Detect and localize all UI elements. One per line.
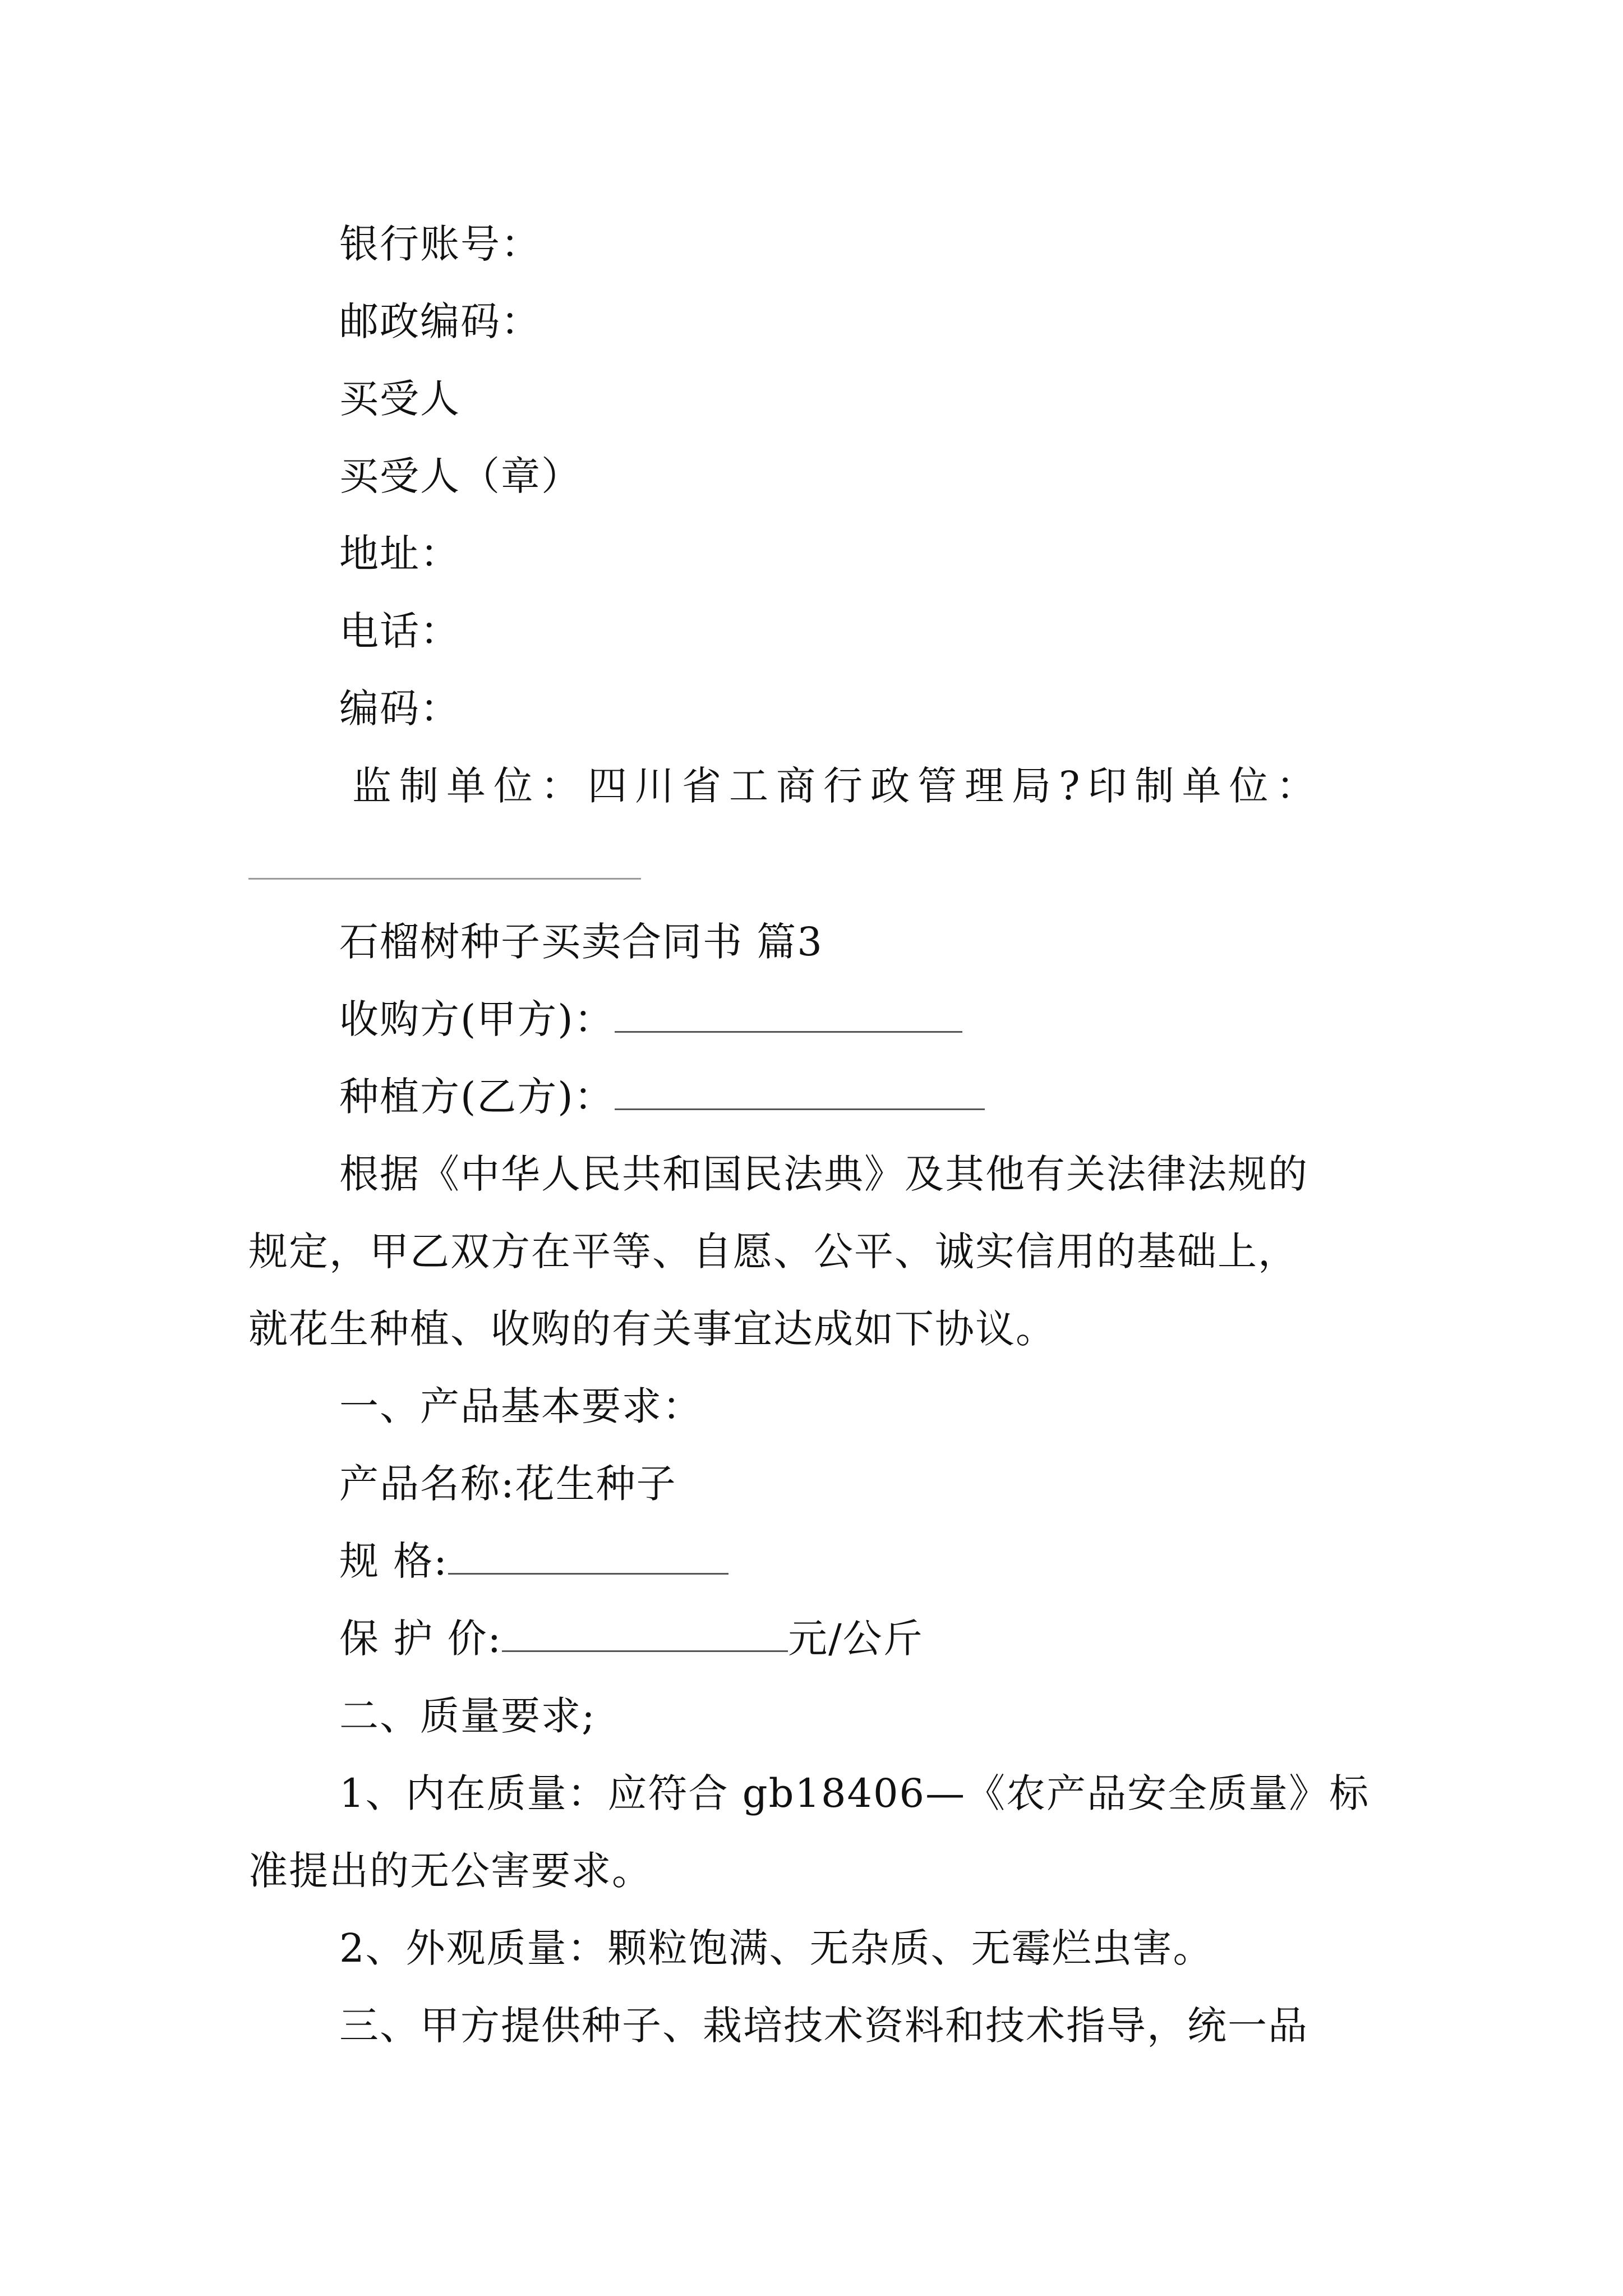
spec-label: 规 格: xyxy=(339,1538,448,1584)
postal-code-label: 邮政编码： xyxy=(339,298,541,344)
buyer-party-blank xyxy=(615,995,962,1033)
buyer-party-line xyxy=(339,994,962,1045)
price-unit: 元/公斤 xyxy=(788,1616,924,1662)
phone-label: 电话： xyxy=(339,608,460,654)
price-blank xyxy=(502,1614,788,1652)
section-2-heading: 二、质量要求; xyxy=(339,1693,596,1739)
grower-party-line xyxy=(339,1071,985,1122)
supervisor-line: 监制单位：四川省工商行政管理局?印制单位： xyxy=(352,763,1324,809)
bank-account-label: 银行账号： xyxy=(339,221,541,267)
grower-party-label: 种植方(乙方)： xyxy=(339,1074,615,1120)
paragraph-1-line-1: 根据《中华人民共和国民法典》及其他有关法律法规的 xyxy=(339,1151,1308,1197)
product-name-line: 产品名称:花生种子 xyxy=(339,1461,677,1507)
section-1-heading: 一、产品基本要求： xyxy=(339,1383,703,1429)
price-label: 保 护 价: xyxy=(339,1616,502,1662)
paragraph-1-line-2: 规定，甲乙双方在平等、自愿、公平、诚实信用的基础上， xyxy=(248,1228,1298,1274)
grower-party-blank xyxy=(615,1073,985,1110)
buyer-seal-label: 买受人（章） xyxy=(339,453,582,499)
section-title: 石榴树种子买卖合同书 篇3 xyxy=(339,919,823,965)
buyer-party-label: 收购方(甲方)： xyxy=(339,996,615,1042)
spec-blank xyxy=(448,1537,728,1575)
paragraph-1-line-3: 就花生种植、收购的有关事宜达成如下协议。 xyxy=(248,1306,1056,1352)
quality-2-line: 2、外观质量：颗粒饱满、无杂质、无霉烂虫害。 xyxy=(339,1925,1214,1971)
code-label: 编码： xyxy=(339,685,460,731)
footnote-divider xyxy=(248,878,641,880)
quality-1-line-1: 1、内在质量：应符合 gb18406—《农产品安全质量》标 xyxy=(339,1770,1370,1816)
section-3-line: 三、甲方提供种子、栽培技术资料和技术指导，统一品 xyxy=(339,2003,1308,2049)
spec-line xyxy=(339,1536,728,1586)
buyer-heading: 买受人 xyxy=(339,376,460,422)
address-label: 地址： xyxy=(339,531,460,577)
price-line xyxy=(339,1613,924,1664)
quality-1-line-2: 准提出的无公害要求。 xyxy=(248,1848,652,1894)
